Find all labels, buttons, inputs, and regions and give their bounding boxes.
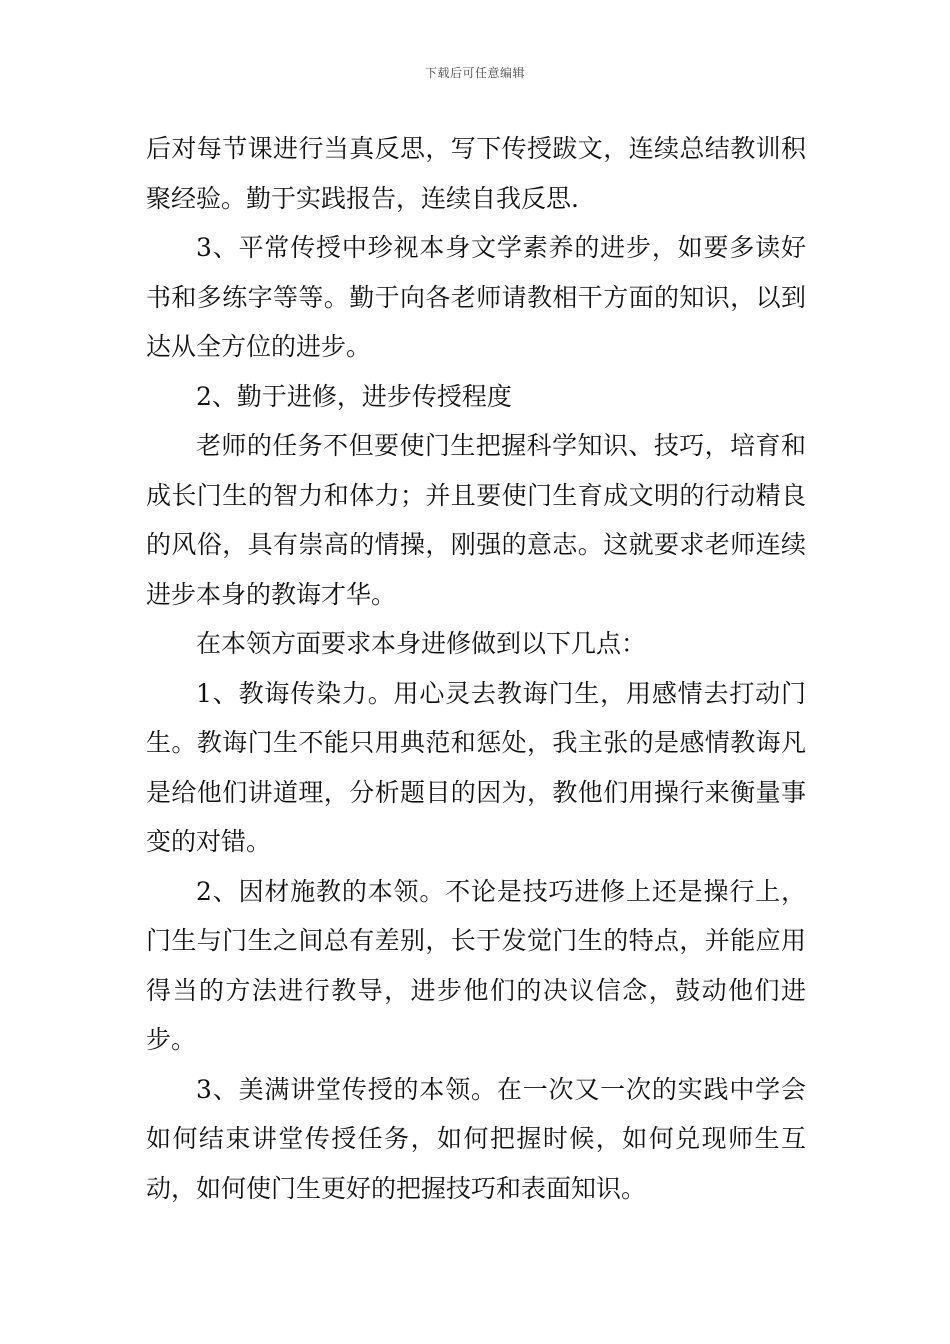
paragraph: 老师的任务不但要使门生把握科学知识、技巧，培育和成长门生的智力和体力；并且要使门生育成文明的行动精良的风俗，具有崇高的情操，刚强的意志。这就要求老师连续进步本身的教诲才华。 (146, 431, 806, 609)
section-heading: 2、勤于进修，进步传授程度 (196, 381, 512, 411)
list-item: 1、教诲传染力。用心灵去教诲门生，用感情去打动门生。教诲门生不能只用典范和惩处，我主张的是感情教诲凡是给他们讲道理，分析题目的因为，教他们用操行来衡量事变的对错。 (146, 678, 806, 856)
page-header: 下载后可任意编辑 (424, 66, 525, 80)
list-item: 3、美满讲堂传授的本领。在一次又一次的实践中学会如何结束讲堂传授任务，如何把握时候，如何兑现师生互动，如何使门生更好的把握技巧和表面知识。 (146, 1074, 806, 1203)
paragraph: 后对每节课进行当真反思，写下传授跋文，连续总结教训积聚经验。勤于实践报告，连续自我反思. (146, 134, 806, 213)
document-body (146, 124, 806, 1213)
paragraph: 3、平常传授中珍视本身文学素养的进步，如要多读好书和多练字等等。勤于向各老师请教相干方面的知识，以到达从全方位的进步。 (146, 233, 806, 361)
list-item: 2、因材施教的本领。不论是技巧进修上还是操行上，门生与门生之间总有差别，长于发觉门生的特点，并能应用得当的方法进行教导，进步他们的决议信念，鼓动他们进步。 (146, 876, 806, 1054)
paragraph: 在本领方面要求本身进修做到以下几点： (196, 629, 647, 658)
